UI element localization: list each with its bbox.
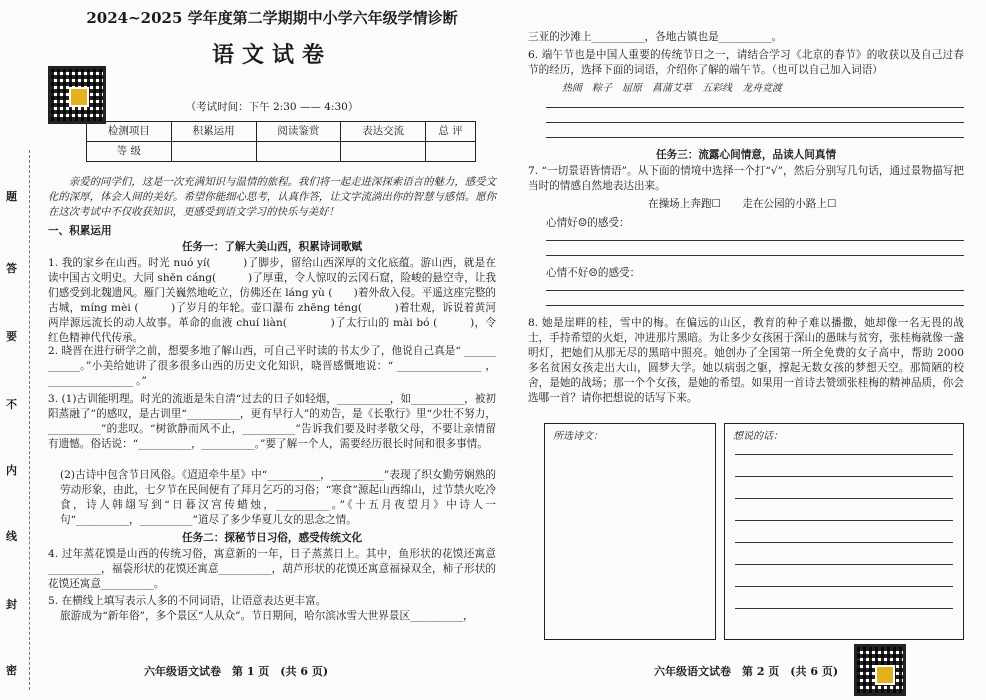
score-header: 表达交流	[341, 122, 426, 142]
question-3-1: 3. (1)古训能明理。时光的流逝是朱自清“过去的日子如轻烟，__________，如__________，被初阳蒸融了”的感叹，是古训里“__________，更有早行人”的劝告，是《长歌行》里“少壮不努力，__________”的悲叹。“树欲静而风不止，__________”告诉我们要及时孝敬父母，不要让亲情留有遗憾。俗话说：“__________，__________。”要了解一个人，需要经历很长时间和很多事情。	[48, 393, 496, 451]
answer-line[interactable]	[546, 137, 964, 138]
page-footer: 六年级语文试卷 第 2 页 (共 6 页)	[654, 665, 839, 678]
answer-line[interactable]	[546, 290, 964, 291]
binding-char: 内	[6, 464, 17, 477]
answer-line[interactable]	[546, 255, 964, 256]
binding-char: 不	[6, 398, 17, 411]
grade-cell[interactable]	[256, 142, 341, 162]
task-heading: 任务一：了解大美山西，积累诗词歌赋	[181, 241, 363, 253]
score-header: 总 评	[426, 122, 476, 142]
question-2: 2. 晓晋在进行研学之前，想要多地了解山西，可自己平时读的书太少了，他说自己真是“ ______ ______。”小美给她讲了很多很多山西的历史文化知识，晓晋感慨地说：“ ________________ ， ________________ 。”	[48, 345, 496, 388]
question-7: 7. “一切景语皆情语”。从下面的情境中选择一个打“√”，然后分别写几句话，通过景物描写把当时的情感自然地表达出来。	[528, 165, 964, 193]
score-header: 阅读鉴赏	[256, 122, 341, 142]
question-5: 5. 在横线上填写表示人多的不同词语，让语意表达更丰富。	[48, 595, 327, 607]
subject-title: 语文试卷	[211, 42, 332, 68]
question-5-cont: 三亚的沙滩上__________，各地古镇也是__________。	[528, 31, 783, 43]
q7-choices[interactable]: 在操场上奔跑☐ 走在公园的小路上☐	[648, 198, 837, 210]
box-line	[735, 498, 953, 499]
binding-char: 线	[6, 530, 17, 543]
task-heading: 任务二：探秘节日习俗，感受传统文化	[181, 532, 363, 544]
binding-char: 要	[6, 330, 17, 343]
section-heading: 一、积累运用	[48, 225, 112, 237]
box-line	[735, 564, 953, 565]
words-answer-box[interactable]	[724, 423, 964, 640]
question-5-text: 旅游成为“新年俗”，多个景区“人从众”。节日期间，哈尔滨冰雪大世界景区__________，	[60, 610, 474, 622]
answer-lines-bad[interactable]	[528, 276, 964, 306]
grade-label: 等 级	[87, 142, 172, 162]
answer-lines-good[interactable]	[528, 226, 964, 256]
answer-line[interactable]	[546, 107, 964, 108]
score-header: 检测项目	[87, 122, 172, 142]
grade-cell[interactable]	[171, 142, 256, 162]
question-6: 6. 端午节也是中国人重要的传统节日之一，请结合学习《北京的春节》的收获以及自己过春节的经历，选择下面的词语，介绍你了解的端午节。（也可以自己加入词语）	[528, 49, 964, 77]
binding-char: 答	[6, 262, 17, 275]
task-heading: 任务三：流露心间情意，品读人间真情	[655, 149, 837, 161]
mood-bad-label: 心情不好☹的感受：	[546, 267, 641, 279]
grade-cell[interactable]	[341, 142, 426, 162]
qr-code	[48, 66, 106, 124]
box-line	[735, 454, 953, 455]
binding-margin	[2, 150, 30, 690]
box-line	[735, 476, 953, 477]
answer-line[interactable]	[546, 305, 964, 306]
question-3-2: (2)古诗中包含节日风俗。《迢迢牵牛星》中“__________，__________”表现了织女勤劳娴熟的劳动形象，由此，七夕节在民间便有了拜月乞巧的习俗；“寒食”源起山西绵山，过节禁火吃冷食，诗人韩翃写到“日暮汉宫传蜡烛，__________。”《十五月夜望月》中诗人一句“__________，__________”道尽了多少华夏儿女的思念之情。	[60, 469, 496, 527]
box-line	[735, 542, 953, 543]
page-footer: 六年级语文试卷 第 1 页 (共 6 页)	[144, 665, 329, 678]
binding-char: 封	[6, 598, 17, 611]
box-line	[735, 608, 953, 609]
mood-good-label: 心情好☺的感受：	[546, 217, 630, 229]
question-4: 4. 过年蒸花馍是山西的传统习俗，寓意新的一年，日子蒸蒸日上。其中，鱼形状的花馍还寓意__________，福袋形状的花馍还寓意__________，葫芦形状的花馍还寓意福禄双全，柿子形状的花馍还寓意__________。	[48, 548, 496, 591]
word-options: 热闹 粽子 屈原 菖蒲艾草 五彩线 龙舟竞渡	[562, 83, 782, 94]
exam-time: （考试时间：下午 2:30 —— 4:30）	[185, 101, 359, 113]
binding-char: 密	[6, 664, 17, 677]
box-line	[735, 586, 953, 587]
answer-line[interactable]	[546, 240, 964, 241]
answer-lines-6[interactable]	[528, 98, 964, 138]
intro-text: 亲爱的同学们，这是一次充满知识与温情的旅程。我们将一起走进深探索语言的魅力，感受文化的深厚，体会人间的美好。希望你能细心思考，认真作答，让文字流淌出你的智慧与感悟。愿你在这次考试中不仅收获知识，更感受到语文学习的快乐与美好！	[48, 176, 496, 218]
qr-code	[854, 644, 906, 696]
box-line	[735, 520, 953, 521]
binding-char: 题	[6, 190, 17, 203]
exam-title: 2024~2025 学年度第二学期期中小学六年级学情诊断	[86, 9, 458, 27]
question-1: 1. 我的家乡在山西。时光 nuó yí( )了脚步，留给山西深厚的文化底蕴。游山西，就是在读中国古文明史。大同 shēn cáng( )了厚重，令人惊叹的云冈石窟，险峻的悬空寺，让我们感受到北魏遗风。雁门关巍然地屹立，仿佛还在 láng yù ( )着外敌入侵。平遥这座完整的古城，míng mèi ( )了岁月的年轮。壶口瀑布 zhēng téng( )着壮观，诉说着黄河两岸源远流长的动人故事。革命的血液 chuí liàn( )了太行山的 mài bó ( )，令红色精神代代传承。	[48, 257, 496, 345]
score-table	[86, 121, 476, 162]
poem-answer-box[interactable]	[544, 423, 716, 640]
box-label: 所选诗文：	[553, 431, 603, 442]
box-label: 想说的话：	[733, 431, 783, 442]
score-header: 积累运用	[171, 122, 256, 142]
grade-cell[interactable]	[426, 142, 476, 162]
answer-line[interactable]	[546, 122, 964, 123]
question-8: 8. 她是崖畔的桂，雪中的梅。在偏远的山区，教育的种子难以播撒，她却像一名无畏的战士，手持希望的火炬，冲进那片黑暗。为让多少女孩困于深山的愚昧与贫穷，张桂梅就像一盏明灯，把她们从那无尽的黑暗中照亮。她创办了全国第一所全免费的女子高中，帮助 2000 多名贫困女孩走出大山，圆梦大学。她以病弱之躯，撑起无数女孩的梦想天空。那简陋的校舍，是她的战场；那一个个女孩，是她的希望。如果用一首诗去赞颂张桂梅的精神品质，你会选哪一首？请你把想说的话写下来。	[528, 317, 964, 405]
